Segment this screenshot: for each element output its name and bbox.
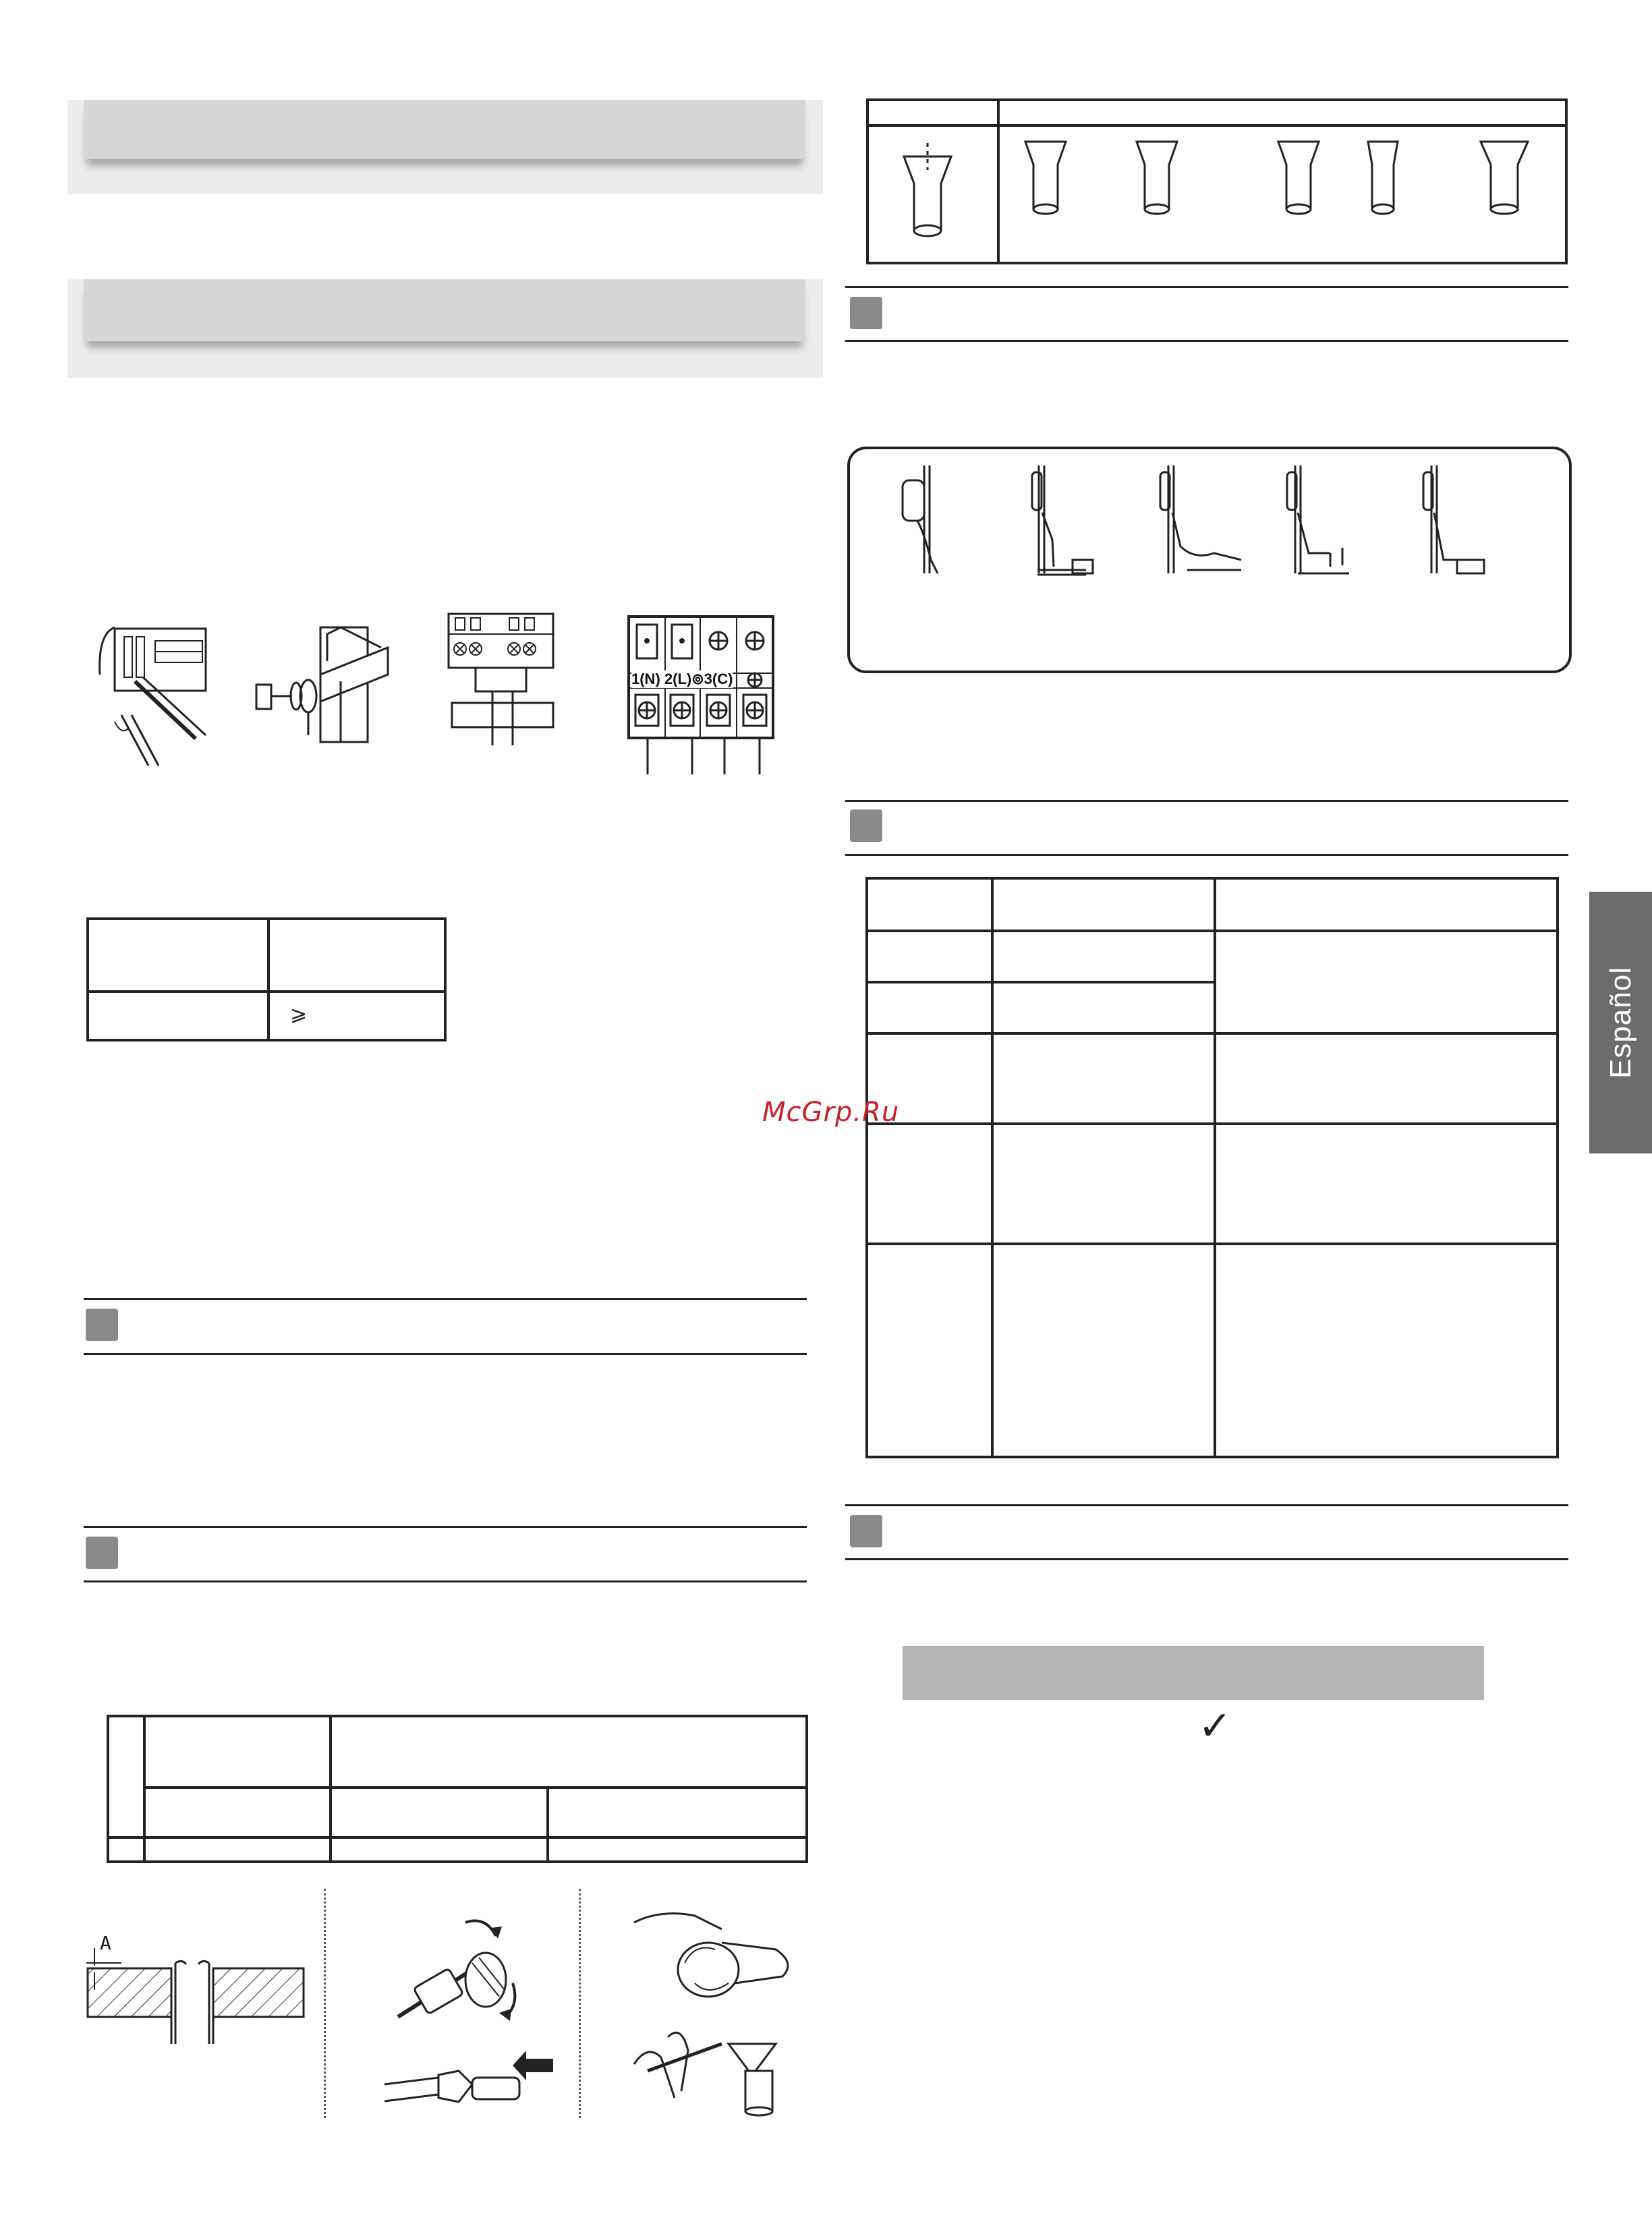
section-rule-bottom — [84, 1353, 807, 1355]
section-heading-bar-1 — [84, 100, 805, 159]
section-number-box — [850, 809, 882, 842]
trouble-table-cell — [1215, 931, 1558, 1033]
flaring-tool-illustration — [378, 1916, 553, 2118]
ground-symbol-icon: ⊚ — [691, 670, 704, 687]
watermark: McGrp.Ru — [762, 1097, 900, 1128]
trouble-table-cell — [1215, 878, 1558, 931]
section-rule-top — [84, 1298, 807, 1300]
trouble-table-cell — [992, 1124, 1215, 1244]
section-rule-bottom — [845, 1558, 1568, 1560]
pipe-table-cell — [331, 1716, 807, 1788]
section-number-box — [850, 1515, 882, 1547]
checklist-header-bar — [903, 1646, 1484, 1700]
greater-equal-symbol: ⩾ — [290, 1002, 308, 1026]
pipe-table-cell — [144, 1716, 331, 1788]
language-tab — [1589, 892, 1652, 1153]
trouble-table-cell — [992, 878, 1215, 931]
terminal-block-diagram — [627, 614, 776, 776]
flare-table-header-cell — [998, 100, 1566, 125]
trouble-table-cell — [992, 1244, 1215, 1457]
terminal-strip-illustration — [445, 607, 560, 749]
troubleshooting-table — [865, 877, 1559, 1458]
section-rule-bottom — [845, 854, 1568, 856]
trouble-table-cell — [1215, 1033, 1558, 1124]
wire-spec-table — [86, 917, 447, 1041]
flare-dimension-label: A — [100, 1932, 111, 1954]
terminal-label-2l: 2(L) — [664, 670, 692, 687]
section-rule-top — [845, 800, 1568, 802]
section-number-box — [850, 297, 882, 329]
wire-table-cell — [88, 919, 268, 992]
wire-table-cell — [268, 992, 445, 1040]
figure-divider — [579, 1889, 581, 2118]
trouble-table-cell — [867, 1244, 992, 1457]
section-heading-bar-2 — [84, 279, 805, 341]
section-number-box — [86, 1309, 118, 1341]
section-rule-bottom — [845, 340, 1568, 342]
trouble-table-cell — [992, 982, 1215, 1033]
terminal-label-3c: 3(C) — [704, 670, 733, 687]
pipe-table-cell — [108, 1716, 144, 1837]
section-rule-top — [845, 286, 1568, 288]
pipe-dimension-table — [107, 1715, 808, 1863]
trouble-table-cell — [992, 1033, 1215, 1124]
section-rule-bottom — [84, 1580, 807, 1582]
wire-table-cell — [268, 919, 445, 992]
trouble-table-cell — [867, 1124, 992, 1244]
section-number-box — [86, 1537, 118, 1569]
trouble-table-cell — [1215, 1124, 1558, 1244]
trouble-table-cell — [867, 931, 992, 982]
indoor-unit-wiring-illustration — [94, 621, 209, 769]
pipe-table-cell — [144, 1837, 331, 1862]
language-tab-label: Español — [1603, 966, 1637, 1079]
pipe-table-cell — [548, 1837, 807, 1862]
flare-shape-examples — [870, 130, 1565, 251]
pipe-table-cell — [144, 1788, 331, 1837]
trouble-table-cell — [1215, 1244, 1558, 1457]
figure-divider — [324, 1889, 326, 2118]
pipe-table-cell — [331, 1788, 548, 1837]
section-rule-top — [845, 1504, 1568, 1506]
pipe-table-cell — [548, 1788, 807, 1837]
drain-pipe-illustrations — [877, 459, 1551, 600]
pipe-table-cell — [331, 1837, 548, 1862]
terminal-label-1n: 1(N) — [631, 670, 660, 687]
pipe-table-cell — [108, 1837, 144, 1862]
hand-deburring-illustration — [621, 1902, 816, 2118]
flare-table-header-cell — [867, 100, 998, 125]
wire-table-cell — [88, 992, 268, 1040]
terminal-screw-ring-illustration — [253, 621, 395, 749]
check-mark-icon: ✓ — [1198, 1703, 1232, 1750]
flare-dimension-illustration — [81, 1929, 310, 2051]
trouble-table-cell — [992, 931, 1215, 982]
section-rule-top — [84, 1526, 807, 1528]
trouble-table-cell — [867, 982, 992, 1033]
trouble-table-cell — [867, 878, 992, 931]
